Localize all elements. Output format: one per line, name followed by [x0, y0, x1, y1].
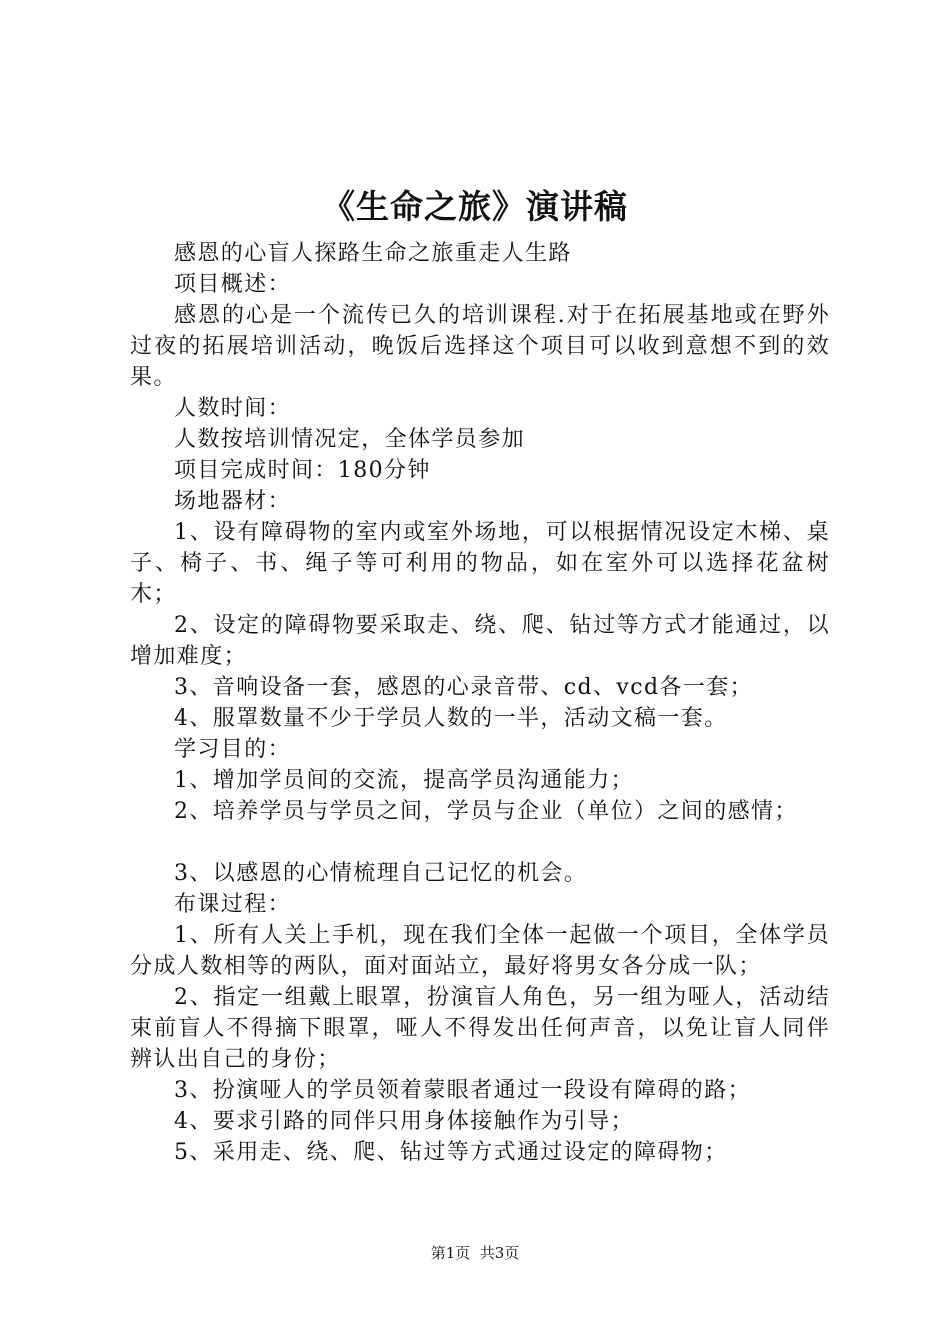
page-footer: 第1页 共3页 [430, 1244, 520, 1262]
document-body [130, 238, 830, 1168]
paragraph-people: 人数按培训情况定，全体学员参加 [174, 427, 526, 452]
list-item-goal-1: 1、增加学员间的交流，提高学员沟通能力； [174, 768, 634, 793]
list-item-process-2: 2、指定一组戴上眼罩，扮演盲人角色，另一组为哑人，活动结束前盲人不得摘下眼罩，哑人不得发出任何声音，以免让盲人同伴辨认出自己的身份； [130, 985, 830, 1072]
list-item-goal-3: 3、以感恩的心情梳理自己记忆的机会。 [174, 861, 588, 886]
heading-project-overview: 项目概述： [174, 272, 292, 297]
list-item-process-5: 5、采用走、绕、爬、钻过等方式通过设定的障碍物； [174, 1140, 728, 1165]
list-item-goal-2: 2、培养学员与学员之间，学员与企业（单位）之间的感情； [174, 799, 798, 824]
list-item-process-4: 4、要求引路的同伴只用身体接触作为引导； [174, 1109, 634, 1134]
list-item-equipment-1: 1、设有障碍物的室内或室外场地，可以根据情况设定木梯、桌子、椅子、书、绳子等可利用的物品，如在室外可以选择花盆树木； [130, 520, 830, 607]
blank-line [130, 827, 830, 858]
heading-venue-equipment: 场地器材： [174, 489, 292, 514]
document-title: 《生命之旅》演讲稿 [322, 187, 628, 226]
paragraph-overview: 感恩的心是一个流传已久的培训课程.对于在拓展基地或在野外过夜的拓展培训活动，晚饭后选择这个项目可以收到意想不到的效果。 [130, 303, 830, 390]
paragraph-subtitle: 感恩的心盲人探路生命之旅重走人生路 [174, 241, 572, 266]
list-item-process-1: 1、所有人关上手机，现在我们全体一起做一个项目，全体学员分成人数相等的两队，面对面站立，最好将男女各分成一队； [130, 923, 830, 979]
list-item-equipment-3: 3、音响设备一套，感恩的心录音带、cd、vcd各一套； [174, 675, 754, 700]
list-item-process-3: 3、扮演哑人的学员领着蒙眼者通过一段设有障碍的路； [174, 1078, 751, 1103]
list-item-equipment-2: 2、设定的障碍物要采取走、绕、爬、钻过等方式才能通过，以增加难度； [130, 613, 830, 669]
paragraph-duration: 项目完成时间：180分钟 [174, 458, 431, 483]
heading-people-time: 人数时间： [174, 396, 292, 421]
list-item-equipment-4: 4、服罩数量不少于学员人数的一半，活动文稿一套。 [174, 706, 728, 731]
heading-course-process: 布课过程： [174, 892, 292, 917]
heading-learning-goals: 学习目的： [174, 737, 292, 762]
